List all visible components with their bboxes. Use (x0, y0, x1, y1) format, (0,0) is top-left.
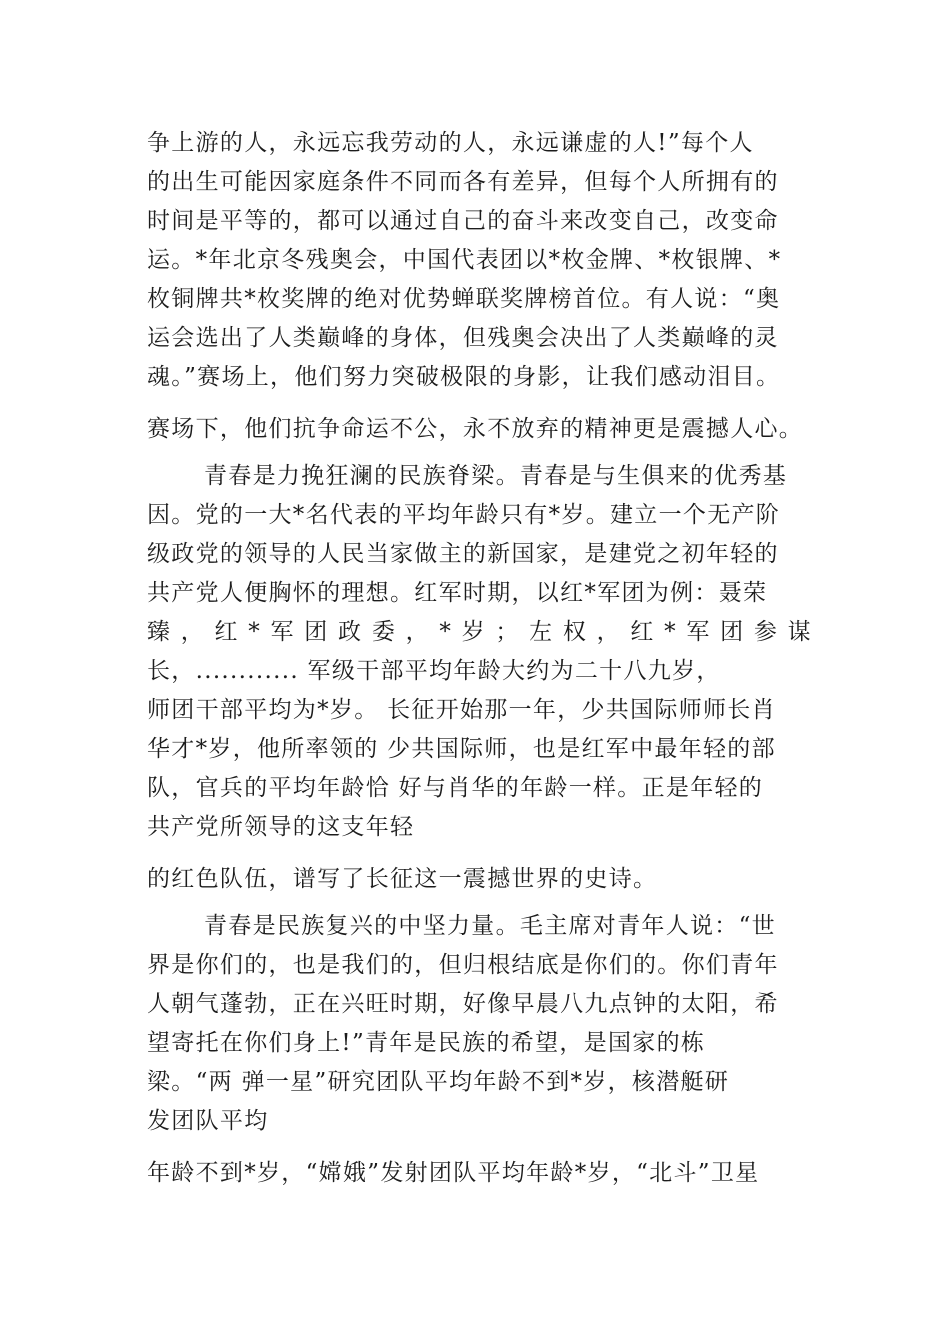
text-line: 时间是平等的，都可以通过自己的奋斗来改变自己，改变命 (147, 208, 779, 234)
text-line: 队，官兵的平均年龄恰 好与肖华的年龄一样。正是年轻的 (147, 775, 764, 801)
text-line: 运。*年北京冬残奥会，中国代表团以*枚金牌、*枚银牌、* (147, 247, 782, 273)
text-line: 长，............ 军级干部平均年龄大约为二十八九岁， (147, 658, 721, 684)
text-line: 的出生可能因家庭条件不同而各有差异，但每个人所拥有的 (147, 169, 779, 195)
text-line: 师团干部平均为*岁。 长征开始那一年，少共国际师师长肖 (147, 697, 776, 723)
text-line: 共产党人便胸怀的理想。红军时期，以红*军团为例：聂荣 (147, 580, 768, 606)
text-line: 级政党的领导的人民当家做主的新国家，是建党之初年轻的 (147, 541, 779, 567)
paragraph-first-line: 青春是民族复兴的中坚力量。毛主席对青年人说：“世 (204, 913, 776, 939)
text-line: 因。党的一大*名代表的平均年龄只有*岁。建立一个无产阶 (147, 502, 781, 528)
text-line: 华才*岁，他所率领的 少共国际师，也是红军中最年轻的部 (147, 736, 776, 762)
text-line: 共产党所领导的这支年轻 (147, 814, 415, 840)
text-line: 人朝气蓬勃，正在兴旺时期，好像早晨八九点钟的太阳，希 (147, 991, 779, 1017)
text-line: 望寄托在你们身上!”青年是民族的希望，是国家的栋 (147, 1030, 706, 1056)
text-line: 赛场下，他们抗争命运不公，永不放弃的精神更是震撼人心。 (147, 416, 804, 442)
paragraph-first-line: 青春是力挽狂澜的民族脊梁。青春是与生俱来的优秀基 (204, 463, 788, 489)
text-line: 的红色队伍，谱写了长征这一震撼世界的史诗。 (147, 866, 658, 892)
text-line: 运会选出了人类巅峰的身体，但残奥会决出了人类巅峰的灵 (147, 325, 779, 351)
text-line: 梁。“两 弹一星”研究团队平均年龄不到*岁，核潜艇研 (147, 1069, 730, 1095)
text-line: 界是你们的，也是我们的，但归根结底是你们的。你们青年 (147, 952, 779, 978)
text-line-justified: 臻，红*军团政委，*岁；左权，红*军团参谋 (147, 619, 812, 645)
text-line: 年龄不到*岁，“嫦娥”发射团队平均年龄*岁，“北斗”卫星 (147, 1160, 760, 1186)
text-line: 枚铜牌共*枚奖牌的绝对优势蝉联奖牌榜首位。有人说：“奥 (147, 286, 781, 312)
text-line: 争上游的人，永远忘我劳动的人，永远谦虚的人!”每个人 (147, 130, 754, 156)
text-line: 魂。”赛场上，他们努力突破极限的身影，让我们感动泪目。 (147, 364, 781, 390)
text-line: 发团队平均 (147, 1108, 269, 1134)
